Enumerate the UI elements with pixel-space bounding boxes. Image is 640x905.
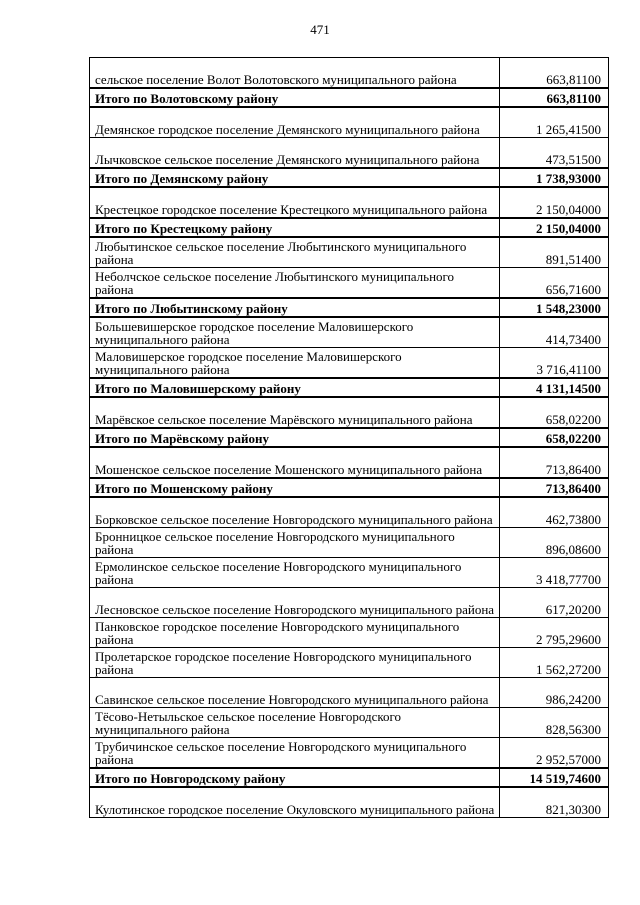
settlement-row <box>90 528 609 558</box>
district-total-label: Итого по Крестецкому району <box>90 218 500 237</box>
settlement-row <box>90 787 609 818</box>
settlement-row <box>90 618 609 648</box>
district-total-amount: 1 548,23000 <box>500 298 609 317</box>
district-total-amount: 713,86400 <box>500 478 609 497</box>
settlement-amount: 2 952,57000 <box>500 738 609 769</box>
district-total-amount: 663,81100 <box>500 88 609 107</box>
district-total-label: Итого по Марёвскому району <box>90 428 500 447</box>
allocation-table <box>89 57 609 818</box>
district-total-amount: 2 150,04000 <box>500 218 609 237</box>
district-total-label: Итого по Новгородскому району <box>90 768 500 787</box>
settlement-name: Неболчское сельское поселение Любытинского муниципального района <box>90 268 500 299</box>
settlement-amount: 1 562,27200 <box>500 648 609 678</box>
settlement-name: Мошенское сельское поселение Мошенского муниципального района <box>90 447 500 478</box>
settlement-name: Панковское городское поселение Новгородского муниципального района <box>90 618 500 648</box>
settlement-amount: 414,73400 <box>500 317 609 348</box>
settlement-name: Маловишерское городское поселение Маловишерского муниципального района <box>90 348 500 379</box>
settlement-name: Трубичинское сельское поселение Новгородского муниципального района <box>90 738 500 769</box>
settlement-name: сельское поселение Волот Волотовского муниципального района <box>90 58 500 89</box>
settlement-row <box>90 138 609 169</box>
settlement-amount: 462,73800 <box>500 497 609 528</box>
district-total-row <box>90 298 609 317</box>
settlement-amount: 3 418,77700 <box>500 558 609 588</box>
settlement-name: Любытинское сельское поселение Любытинского муниципального района <box>90 237 500 268</box>
settlement-row <box>90 268 609 299</box>
settlement-row <box>90 738 609 769</box>
settlement-row <box>90 497 609 528</box>
settlement-amount: 1 265,41500 <box>500 107 609 138</box>
settlement-name: Демянское городское поселение Демянского муниципального района <box>90 107 500 138</box>
settlement-row <box>90 187 609 218</box>
district-total-amount: 658,02200 <box>500 428 609 447</box>
settlement-amount: 2 795,29600 <box>500 618 609 648</box>
district-total-label: Итого по Любытинскому району <box>90 298 500 317</box>
district-total-amount: 14 519,74600 <box>500 768 609 787</box>
settlement-amount: 713,86400 <box>500 447 609 478</box>
district-total-row <box>90 378 609 397</box>
district-total-row <box>90 88 609 107</box>
settlement-name: Лесновское сельское поселение Новгородского муниципального района <box>90 588 500 618</box>
settlement-row <box>90 648 609 678</box>
settlement-name: Кулотинское городское поселение Окуловского муниципального района <box>90 787 500 818</box>
settlement-row <box>90 58 609 89</box>
settlement-name: Крестецкое городское поселение Крестецкого муниципального района <box>90 187 500 218</box>
district-total-row <box>90 428 609 447</box>
district-total-label: Итого по Демянскому району <box>90 168 500 187</box>
settlement-amount: 658,02200 <box>500 397 609 428</box>
settlement-amount: 986,24200 <box>500 678 609 708</box>
settlement-row <box>90 397 609 428</box>
district-total-row <box>90 168 609 187</box>
settlement-row <box>90 447 609 478</box>
table-body <box>90 58 609 818</box>
settlement-name: Ермолинское сельское поселение Новгородского муниципального района <box>90 558 500 588</box>
settlement-row <box>90 348 609 379</box>
settlement-amount: 821,30300 <box>500 787 609 818</box>
settlement-amount: 3 716,41100 <box>500 348 609 379</box>
settlement-name: Большевишерское городское поселение Маловишерского муниципального района <box>90 317 500 348</box>
settlement-amount: 896,08600 <box>500 528 609 558</box>
settlement-name: Тёсово-Нетыльское сельское поселение Новгородского муниципального района <box>90 708 500 738</box>
district-total-label: Итого по Маловишерскому району <box>90 378 500 397</box>
page-number: 471 <box>310 22 330 37</box>
settlement-name: Борковское сельское поселение Новгородского муниципального района <box>90 497 500 528</box>
settlement-amount: 617,20200 <box>500 588 609 618</box>
settlement-row <box>90 107 609 138</box>
settlement-amount: 663,81100 <box>500 58 609 89</box>
settlement-amount: 656,71600 <box>500 268 609 299</box>
district-total-amount: 1 738,93000 <box>500 168 609 187</box>
district-total-label: Итого по Мошенскому району <box>90 478 500 497</box>
settlement-amount: 2 150,04000 <box>500 187 609 218</box>
district-total-row <box>90 768 609 787</box>
settlement-row <box>90 558 609 588</box>
district-total-amount: 4 131,14500 <box>500 378 609 397</box>
settlement-row <box>90 678 609 708</box>
settlement-row <box>90 237 609 268</box>
district-total-row <box>90 218 609 237</box>
settlement-name: Савинское сельское поселение Новгородского муниципального района <box>90 678 500 708</box>
settlement-name: Бронницкое сельское поселение Новгородского муниципального района <box>90 528 500 558</box>
district-total-row <box>90 478 609 497</box>
settlement-name: Пролетарское городское поселение Новгородского муниципального района <box>90 648 500 678</box>
settlement-amount: 828,56300 <box>500 708 609 738</box>
settlement-row <box>90 708 609 738</box>
settlement-amount: 891,51400 <box>500 237 609 268</box>
district-total-label: Итого по Волотовскому району <box>90 88 500 107</box>
settlement-amount: 473,51500 <box>500 138 609 169</box>
settlement-row <box>90 588 609 618</box>
settlement-name: Лычковское сельское поселение Демянского муниципального района <box>90 138 500 169</box>
settlement-name: Марёвское сельское поселение Марёвского муниципального района <box>90 397 500 428</box>
settlement-row <box>90 317 609 348</box>
